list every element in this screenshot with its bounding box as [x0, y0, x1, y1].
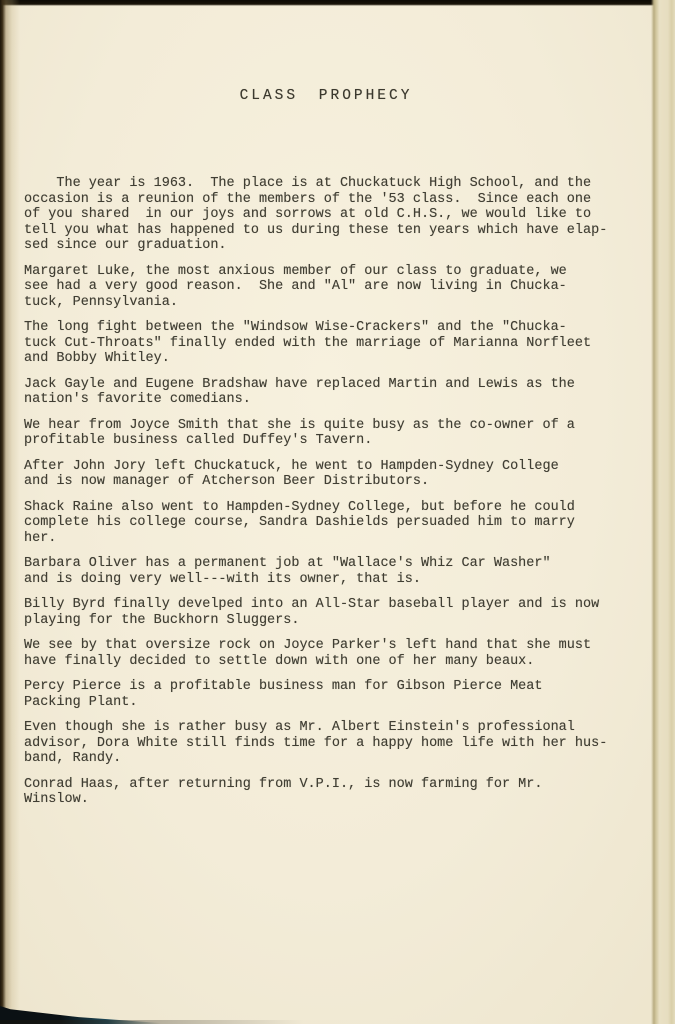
- text-line: Shack Raine also went to Hampden-Sydney College, but before he could: [24, 499, 575, 515]
- text-line: The long fight between the "Windsow Wise-Crackers" and the "Chucka-: [24, 320, 567, 335]
- paragraph: [24, 679, 644, 710]
- paragraph: [24, 500, 644, 547]
- document-body: [24, 176, 644, 818]
- text-line: Billy Byrd finally develped into an All-Star baseball player and is now: [24, 597, 600, 612]
- text-line: and is doing very well---with its owner, that is.: [24, 571, 421, 587]
- paragraph: [24, 176, 644, 254]
- scan-top-edge: [0, 0, 675, 6]
- text-line: of you shared in our joys and sorrows at old C.H.S., we would like to: [24, 207, 592, 222]
- paragraph: [24, 320, 644, 367]
- paragraph: [24, 556, 644, 587]
- paragraph: [24, 377, 644, 408]
- text-line: sed since our graduation.: [24, 238, 227, 253]
- text-line: occasion is a reunion of the members of the '53 class. Since each one: [24, 191, 592, 207]
- paragraph: [24, 264, 644, 311]
- text-line: After John Jory left Chuckatuck, he went to Hampden-Sydney College: [24, 458, 559, 474]
- paragraph: [24, 638, 644, 669]
- text-line: tuck Cut-Throats" finally ended with the marriage of Marianna Norfleet: [24, 335, 592, 351]
- text-line: The year is 1963. The place is at Chuckatuck High School, and the: [24, 176, 592, 191]
- paragraph: [24, 720, 644, 767]
- scan-bottom-edge: [0, 1020, 675, 1024]
- text-line: playing for the Buckhorn Sluggers.: [24, 612, 300, 628]
- text-line: band, Randy.: [24, 751, 122, 766]
- text-line: nation's favorite comedians.: [24, 392, 251, 407]
- text-line: Margaret Luke, the most anxious member of our class to graduate, we: [24, 263, 567, 279]
- text-line: Packing Plant.: [24, 694, 138, 710]
- text-line: tell you what has happened to us during these ten years which have elap-: [24, 222, 608, 238]
- book-gutter-shadow: [0, 0, 20, 1024]
- text-line: Barbara Oliver has a permanent job at "Wallace's Whiz Car Washer": [24, 556, 551, 571]
- text-line: see had a very good reason. She and "Al" are now living in Chucka-: [24, 279, 567, 294]
- text-line: and Bobby Whitley.: [24, 351, 170, 366]
- text-line: tuck, Pennsylvania.: [24, 294, 178, 310]
- text-line: and is now manager of Atcherson Beer Distributors.: [24, 474, 430, 489]
- text-line: Jack Gayle and Eugene Bradshaw have replaced Martin and Lewis as the: [24, 376, 575, 392]
- text-line: complete his college course, Sandra Dashields persuaded him to marry: [24, 515, 575, 530]
- text-line: Even though she is rather busy as Mr. Albert Einstein's professional: [24, 720, 575, 735]
- text-line: We hear from Joyce Smith that she is quite busy as the co-owner of a: [24, 417, 575, 433]
- paragraph: [24, 777, 644, 808]
- text-line: have finally decided to settle down with one of her many beaux.: [24, 653, 535, 669]
- text-line: Conrad Haas, after returning from V.P.I., is now farming for Mr.: [24, 776, 543, 792]
- book-page-stack-edge: [651, 0, 675, 1024]
- paragraph: [24, 597, 644, 628]
- text-line: advisor, Dora White still finds time for a happy home life with her hus-: [24, 735, 608, 751]
- text-line: her.: [24, 530, 57, 546]
- text-line: profitable business called Duffey's Tavern.: [24, 433, 373, 448]
- text-line: We see by that oversize rock on Joyce Parker's left hand that she must: [24, 638, 592, 653]
- paragraph: [24, 459, 644, 490]
- text-line: Percy Pierce is a profitable business man for Gibson Pierce Meat: [24, 679, 543, 694]
- text-line: Winslow.: [24, 792, 89, 807]
- page-title: CLASS PROPHECY: [239, 88, 413, 104]
- paragraph: [24, 418, 644, 449]
